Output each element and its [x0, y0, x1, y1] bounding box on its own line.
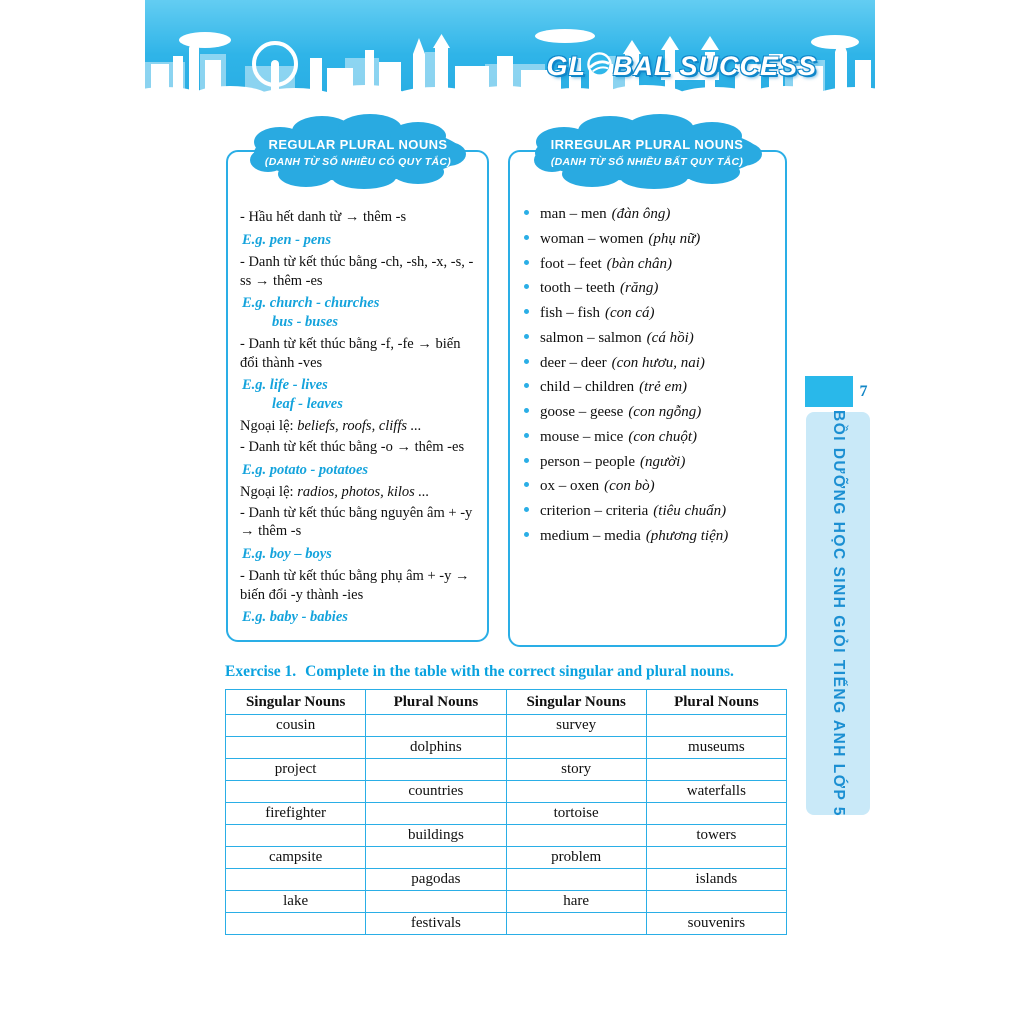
example-line — [242, 461, 478, 480]
table-row — [226, 759, 787, 781]
example-line — [242, 294, 478, 331]
irregular-noun-item — [524, 429, 777, 446]
irregular-noun-item — [524, 404, 777, 421]
noun-meaning: (người) — [639, 453, 686, 470]
table-cell — [226, 869, 366, 891]
exception-label: Ngoại lệ: — [240, 418, 298, 435]
table-cell — [506, 869, 646, 891]
bullet-icon — [524, 309, 529, 314]
noun-meaning: (tiêu chuẩn) — [653, 503, 727, 519]
table-cell: tortoise — [506, 803, 646, 825]
bullet-icon — [524, 408, 529, 413]
irregular-noun-item — [524, 503, 777, 520]
bullet-icon — [524, 284, 529, 289]
noun-meaning: (răng) — [620, 280, 659, 297]
noun-pair: man – men — [540, 206, 607, 222]
irregular-noun-item — [524, 454, 777, 471]
table-header-row — [226, 690, 787, 715]
table-cell: project — [226, 759, 366, 781]
table-cell — [226, 825, 366, 847]
example-text: E.g. baby - babies — [242, 609, 348, 626]
rule-line: - Hầu hết danh từ → thêm -s — [240, 209, 407, 225]
noun-pair: mouse – mice — [540, 428, 624, 445]
table-row — [226, 825, 787, 847]
table-cell — [646, 847, 786, 869]
table-cell: problem — [506, 847, 646, 869]
table-cell — [646, 803, 786, 825]
table-cell: campsite — [226, 847, 366, 869]
bullet-icon — [524, 532, 529, 537]
header-banner — [145, 0, 875, 100]
example-text: E.g. life - lives — [242, 377, 328, 394]
noun-meaning: (đàn ông) — [611, 206, 671, 222]
bullet-icon — [524, 433, 529, 438]
noun-pair: child – children — [540, 379, 635, 396]
noun-meaning: (phụ nữ) — [648, 230, 701, 247]
bullet-icon — [524, 507, 529, 512]
noun-pair: salmon – salmon — [540, 329, 642, 346]
table-cell: souvenirs — [646, 913, 786, 935]
table-cell — [646, 891, 786, 913]
globe-icon — [587, 52, 612, 84]
table-cell: museums — [646, 737, 786, 759]
cloud-shape — [528, 114, 766, 190]
table-cell — [646, 715, 786, 737]
example-text: E.g. pen - pens — [242, 231, 332, 248]
example-text: leaf - leaves — [272, 395, 343, 412]
noun-pair: ox – oxen — [540, 478, 600, 495]
noun-meaning: (con bò) — [604, 478, 655, 495]
table-row — [226, 781, 787, 803]
exercise-table — [225, 689, 787, 935]
table-cell — [366, 891, 506, 913]
rule-line: - Danh từ kết thúc bằng -f, -fe → biến đổi thành -ves — [240, 336, 461, 371]
example-text: E.g. potato - potatoes — [242, 461, 369, 478]
irregular-cloud-header — [528, 114, 766, 190]
exercise-heading — [225, 663, 790, 681]
column-header: Singular Nouns — [506, 690, 646, 715]
table-cell: islands — [646, 869, 786, 891]
noun-meaning: (con cá) — [605, 305, 655, 321]
brand-text-part1: GL — [546, 50, 586, 81]
table-cell — [646, 759, 786, 781]
irregular-noun-item — [524, 330, 777, 347]
table-cell — [366, 803, 506, 825]
noun-meaning: (cá hồi) — [646, 329, 694, 346]
table-cell: buildings — [366, 825, 506, 847]
bullet-icon — [524, 334, 529, 339]
table-cell: dolphins — [366, 737, 506, 759]
noun-pair: deer – deer — [540, 354, 607, 371]
table-cell — [506, 737, 646, 759]
noun-pair: person – people — [540, 453, 635, 470]
table-cell: pagodas — [366, 869, 506, 891]
irregular-noun-item — [524, 231, 777, 248]
column-header: Plural Nouns — [366, 690, 506, 715]
example-line — [242, 376, 478, 413]
table-cell: survey — [506, 715, 646, 737]
brand-text-part2: BAL SUCCESS — [612, 50, 817, 81]
noun-meaning: (phương tiện) — [645, 527, 729, 544]
noun-pair: medium – media — [540, 527, 641, 544]
table-cell: cousin — [226, 715, 366, 737]
irregular-noun-item — [524, 206, 777, 223]
table-cell: festivals — [366, 913, 506, 935]
table-cell — [226, 737, 366, 759]
irregular-noun-item — [524, 478, 777, 495]
column-header: Singular Nouns — [226, 690, 366, 715]
example-line — [242, 231, 478, 250]
irregular-noun-item — [524, 379, 777, 396]
rule-line: - Danh từ kết thúc bằng -o → thêm -es — [240, 439, 465, 456]
table-row — [226, 891, 787, 913]
table-cell: firefighter — [226, 803, 366, 825]
cloud-shape — [246, 114, 470, 190]
noun-meaning: (bàn chân) — [606, 255, 673, 272]
table-cell — [506, 781, 646, 803]
noun-pair: woman – women — [540, 230, 644, 247]
exception-words: beliefs, roofs, cliffs ... — [297, 418, 422, 435]
page-number: 7 — [859, 382, 868, 400]
bullet-icon — [524, 235, 529, 240]
table-cell — [506, 825, 646, 847]
table-row — [226, 913, 787, 935]
bullet-icon — [524, 458, 529, 463]
irregular-noun-item — [524, 528, 777, 545]
regular-cloud-header — [246, 114, 470, 190]
noun-meaning: (con hươu, nai) — [611, 354, 705, 371]
table-cell: towers — [646, 825, 786, 847]
noun-meaning: (trẻ em) — [639, 379, 688, 396]
noun-pair: foot – feet — [540, 255, 602, 272]
example-text: E.g. church - churches — [242, 295, 380, 312]
bullet-icon — [524, 383, 529, 388]
rule-line: - Danh từ kết thúc bằng nguyên âm + -y → thêm -s — [240, 504, 473, 540]
table-cell — [366, 759, 506, 781]
table-cell — [226, 913, 366, 935]
table-cell: lake — [226, 891, 366, 913]
bullet-icon — [524, 260, 529, 265]
table-cell — [366, 715, 506, 737]
bullet-icon — [524, 359, 529, 364]
rule-line: - Danh từ kết thúc bằng -ch, -sh, -x, -s, -ss → thêm -es — [240, 254, 474, 289]
example-line — [242, 545, 478, 564]
table-row — [226, 847, 787, 869]
regular-rules-list — [240, 208, 478, 627]
noun-pair: criterion – criteria — [540, 503, 649, 519]
regular-box-title: REGULAR PLURAL NOUNS — [268, 136, 448, 152]
exercise-label: Exercise 1. — [225, 663, 297, 680]
irregular-box-title: IRREGULAR PLURAL NOUNS — [550, 136, 744, 152]
table-cell — [506, 913, 646, 935]
table-row — [226, 715, 787, 737]
table-cell: countries — [366, 781, 506, 803]
table-cell — [226, 781, 366, 803]
noun-pair: fish – fish — [540, 305, 600, 321]
sidebar-vertical-label: BỒI DƯỠNG HỌC SINH GIỎI TIẾNG ANH LỚP 5 — [830, 410, 847, 817]
regular-box-subtitle: (DANH TỪ SỐ NHIỀU CÓ QUY TẮC) — [264, 155, 452, 168]
irregular-noun-item — [524, 280, 777, 297]
table-cell — [366, 847, 506, 869]
irregular-box-subtitle: (DANH TỪ SỐ NHIỀU BẤT QUY TẮC) — [550, 155, 744, 168]
rule-line: - Danh từ kết thúc bằng phụ âm + -y → biến đổi -y thành -ies — [240, 568, 470, 603]
irregular-noun-item — [524, 305, 777, 322]
irregular-plural-box — [508, 150, 787, 647]
exception-label: Ngoại lệ: — [240, 484, 298, 501]
regular-plural-box — [226, 150, 489, 642]
noun-meaning: (con chuột) — [628, 428, 698, 445]
exception-words: radios, photos, kilos ... — [297, 484, 430, 501]
table-cell: story — [506, 759, 646, 781]
brand-logo — [546, 50, 817, 82]
bullet-icon — [524, 210, 529, 215]
example-text: bus - buses — [272, 313, 339, 330]
exception-line — [240, 417, 478, 436]
exception-line — [240, 483, 478, 502]
sidebar-strip — [806, 412, 870, 815]
table-row — [226, 803, 787, 825]
table-row — [226, 737, 787, 759]
table-row — [226, 869, 787, 891]
table-cell: waterfalls — [646, 781, 786, 803]
irregular-list — [524, 206, 777, 545]
example-line — [242, 608, 478, 627]
irregular-noun-item — [524, 256, 777, 273]
irregular-noun-item — [524, 355, 777, 372]
table-cell: hare — [506, 891, 646, 913]
example-text: E.g. boy – boys — [242, 545, 332, 562]
page-number-tab — [805, 376, 853, 407]
bullet-icon — [524, 482, 529, 487]
exercise-instruction: Complete in the table with the correct singular and plural nouns. — [305, 663, 734, 680]
column-header: Plural Nouns — [646, 690, 786, 715]
noun-pair: tooth – teeth — [540, 280, 615, 297]
noun-meaning: (con ngỗng) — [628, 404, 702, 420]
noun-pair: goose – geese — [540, 404, 624, 420]
